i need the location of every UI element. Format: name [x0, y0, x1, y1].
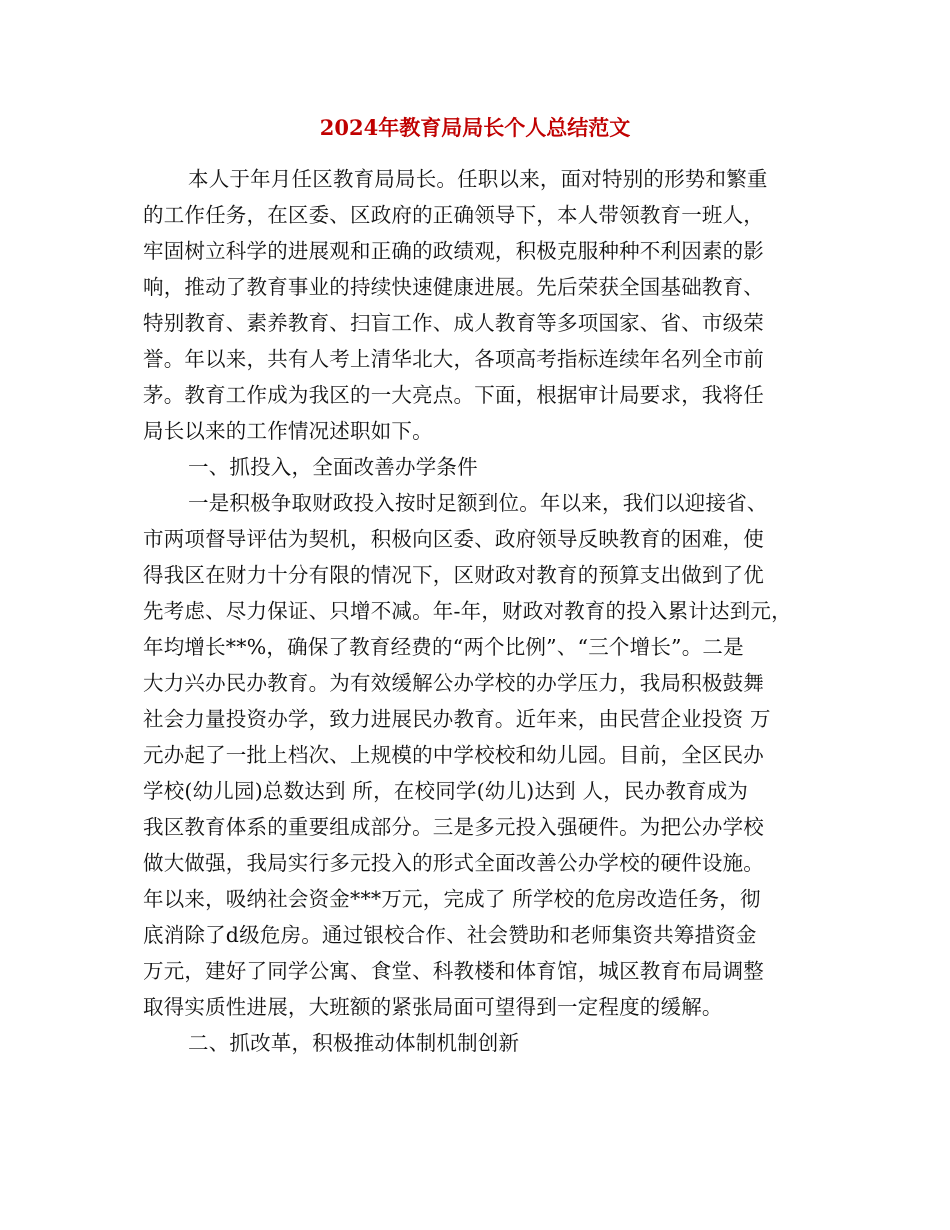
paragraph-line: 市两项督导评估为契机，积极向区委、政府领导反映教育的困难，使: [143, 527, 764, 551]
paragraph-line: 茅。教育工作成为我区的一大亮点。下面，根据审计局要求，我将任: [143, 383, 764, 407]
paragraph-line: 特别教育、素养教育、扫盲工作、成人教育等多项国家、省、市级荣: [143, 311, 764, 335]
paragraph-line: 做大做强，我局实行多元投入的形式全面改善公办学校的硬件设施。: [143, 851, 764, 875]
paragraph-line: 的工作任务，在区委、区政府的正确领导下，本人带领教育一班人，: [143, 203, 764, 227]
section-heading: 二、抓改革，积极推动体制机制创新: [188, 1031, 520, 1055]
section-heading: 一、抓投入，全面改善办学条件: [188, 455, 478, 479]
paragraph-line: 社会力量投资办学，致力进展民办教育。近年来，由民营企业投资 万: [143, 707, 771, 731]
paragraph-line: 一是积极争取财政投入按时足额到位。年以来，我们以迎接省、: [188, 491, 768, 515]
paragraph-line: 年均增长**%，确保了教育经费的“两个比例”、“三个增长”。二是: [143, 635, 744, 659]
paragraph-line: 我区教育体系的重要组成部分。三是多元投入强硬件。为把公办学校: [143, 815, 764, 839]
paragraph-line: 底消除了d级危房。通过银校合作、社会赞助和老师集资共筹措资金: [143, 923, 757, 947]
paragraph-line: 学校(幼儿园)总数达到 所，在校同学(幼儿)达到 人，民办教育成为: [143, 779, 749, 803]
paragraph-line: 牢固树立科学的进展观和正确的政绩观，积极克服种种不利因素的影: [143, 239, 764, 263]
paragraph-line: 先考虑、尽力保证、只增不减。年-年，财政对教育的投入累计达到元，: [143, 599, 792, 623]
paragraph-line: 年以来，吸纳社会资金***万元，完成了 所学校的危房改造任务，彻: [143, 887, 761, 911]
paragraph-line: 本人于年月任区教育局局长。任职以来，面对特别的形势和繁重: [188, 167, 768, 191]
paragraph-line: 大力兴办民办教育。为有效缓解公办学校的办学压力，我局积极鼓舞: [143, 671, 764, 695]
paragraph-line: 局长以来的工作情况述职如下。: [143, 419, 433, 443]
paragraph-line: 取得实质性进展，大班额的紧张局面可望得到一定程度的缓解。: [143, 995, 723, 1019]
paragraph-line: 元办起了一批上档次、上规模的中学校校和幼儿园。目前，全区民办: [143, 743, 764, 767]
paragraph-line: 响，推动了教育事业的持续快速健康进展。先后荣获全国基础教育、: [143, 275, 764, 299]
paragraph-line: 万元，建好了同学公寓、食堂、科教楼和体育馆，城区教育布局调整: [143, 959, 764, 983]
paragraph-line: 誉。年以来，共有人考上清华北大，各项高考指标连续年名列全市前: [143, 347, 764, 371]
paragraph-line: 得我区在财力十分有限的情况下，区财政对教育的预算支出做到了优: [143, 563, 764, 587]
document-title: 2024年教育局局长个人总结范文: [319, 115, 631, 140]
